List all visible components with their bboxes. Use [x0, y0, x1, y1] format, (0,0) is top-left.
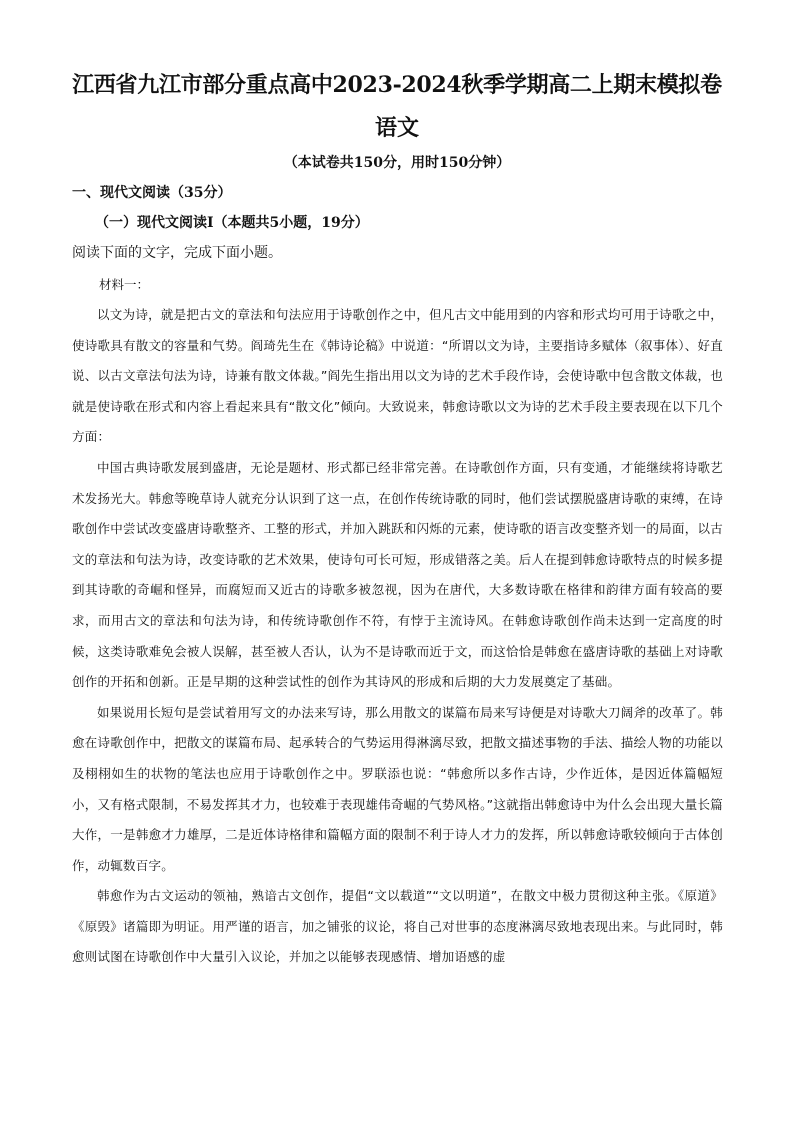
reading-instruction: 阅读下面的文字，完成下面小题。 [72, 245, 282, 261]
exam-note: （本试卷共150分，用时150分钟） [283, 155, 511, 171]
passage-paragraph: 中国古典诗歌发展到盛唐，无论是题材、形式都已经非常完善。在诗歌创作方面，只有变通，才能继续将诗歌艺术发扬光大。韩愈等晚草诗人就充分认识到了这一点，在创作传统诗歌的同时，他们尝试摆脱盛唐诗歌的束缚，在诗歌创作中尝试改变盛唐诗歌整齐、工整的形式，并加入跳跃和闪烁的元素，使诗歌的语言改变整齐划一的局面，以古文的章法和句法为诗，改变诗歌的艺术效果，使诗句可长可短，形成错落之美。后人在提到韩愈诗歌特点的时候多提到其诗歌的奇崛和怪异，而腐短而又近古的诗歌多被忽视，因为在唐代，大多数诗歌在格律和韵律方面有较高的要求，而用古文的章法和句法为诗，和传统诗歌创作不符，有悖于主流诗风。在韩愈诗歌创作尚未达到一定高度的时候，这类诗歌难免会被人误解，甚至被人否认，认为不是诗歌而近于文，而这恰恰是韩愈在盛唐诗歌的基础上对诗歌创作的开拓和创新。正是早期的这种尝试性的创作为其诗风的形成和后期的大力发展奠定了基础。 [72, 459, 723, 690]
subject-title: 语文 [374, 115, 419, 141]
subsection-heading: （一）现代文阅读Ⅰ（本题共5小题，19分） [95, 215, 369, 231]
passage-paragraph: 韩愈作为古文运动的领袖，熟谙古文创作，提倡“文以载道”“文以明道”，在散文中极力贯彻这种主张。《原道》《原毁》诸篇即为明证。用严谨的语言，加之铺张的议论，将自己对世事的态度淋漓尽致地表现出来。与此同时，韩愈则试图在诗歌创作中大量引入议论，并加之以能够表现感情、增加语感的虚 [72, 888, 723, 965]
passage-paragraph: 如果说用长短句是尝试着用写文的办法来写诗，那么用散文的谋篇布局来写诗便是对诗歌大刀阔斧的改革了。韩愈在诗歌创作中，把散文的谋篇布局、起承转合的气势运用得淋漓尽致，把散文描述事物的手法、描绘人物的功能以及栩栩如生的状物的笔法也应用于诗歌创作之中。罗联添也说：“韩愈所以多作古诗，少作近体，是因近体篇幅短小，又有格式限制，不易发挥其才力，也较难于表现雄伟奇崛的气势风格。”这就指出韩愈诗中为什么会出现大量长篇大作，一是韩愈才力雄厚，二是近体诗格律和篇幅方面的限制不利于诗人才力的发挥，所以韩愈诗歌较倾向于古体创作，动辄数百字。 [72, 704, 723, 873]
exam-title: 江西省九江市部分重点高中2023-2024秋季学期高二上期末模拟卷 [72, 72, 722, 98]
material-label: 材料一： [99, 277, 150, 292]
reading-passage [72, 300, 723, 973]
section-heading: 一、现代文阅读（35分） [72, 185, 232, 201]
passage-paragraph: 以文为诗，就是把古文的章法和句法应用于诗歌创作之中，但凡古文中能用到的内容和形式均可用于诗歌之中，使诗歌具有散文的容量和气势。阎琦先生在《韩诗论稿》中说道：“所谓以文为诗，主要指诗多赋体（叙事体）、好直说、以古文章法句法为诗，诗兼有散文体裁。”阎先生指出用以文为诗的艺术手段作诗，会使诗歌中包含散文体裁，也就是使诗歌在形式和内容上看起来具有“散文化”倾向。大致说来，韩愈诗歌以文为诗的艺术手段主要表现在以下几个方面： [72, 307, 723, 445]
